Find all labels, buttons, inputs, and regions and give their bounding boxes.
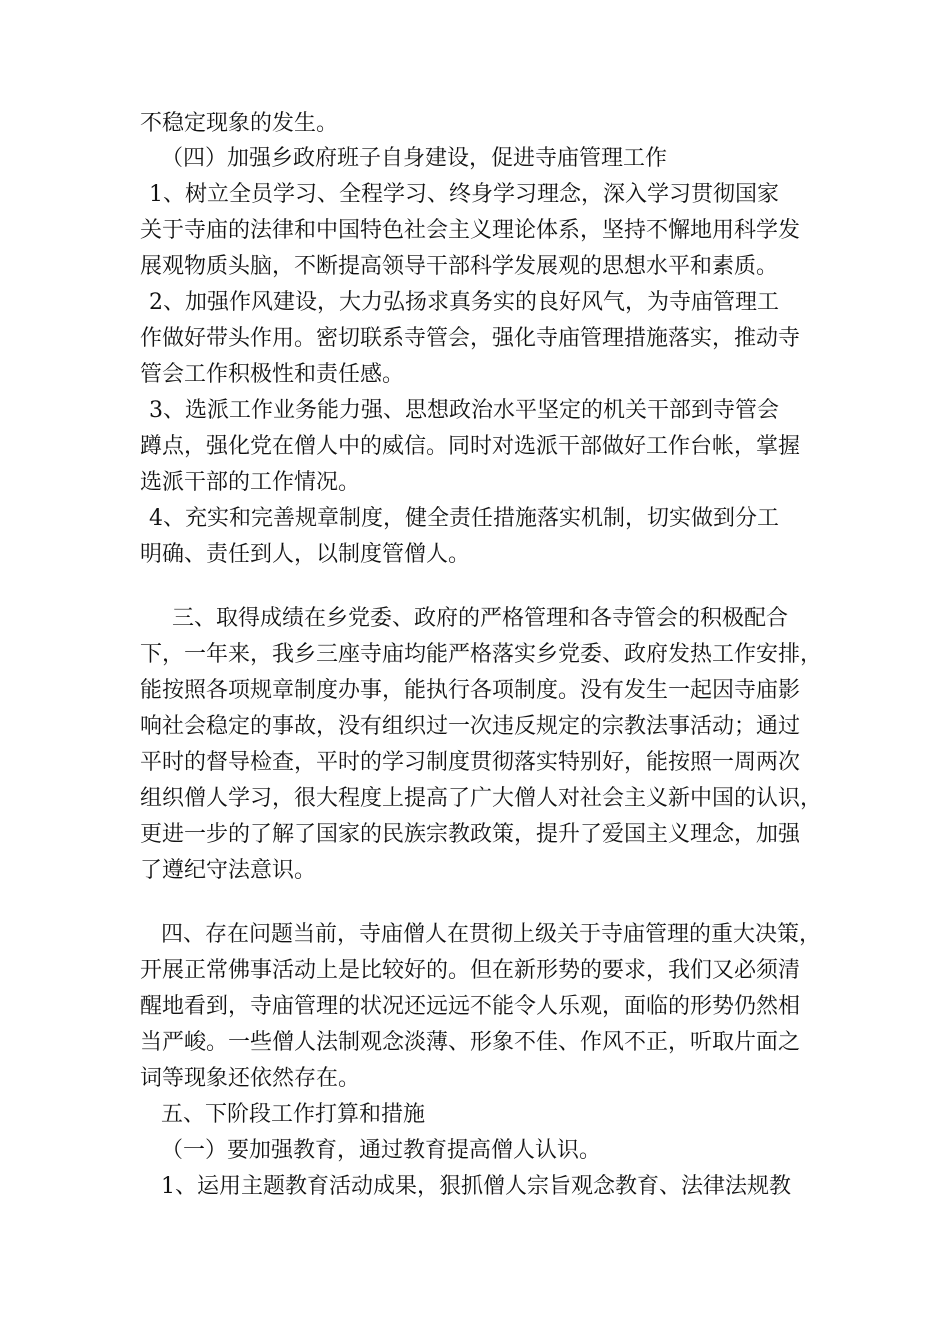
section-heading-3: 三、取得成绩在乡党委、政府的严格管理和各寺管会的积极配合 xyxy=(172,606,789,631)
text-line: 4、充实和完善规章制度，健全责任措施落实机制，切实做到分工 xyxy=(149,506,779,531)
text-line: 不稳定现象的发生。 xyxy=(140,111,339,136)
text-line: 明确、责任到人，以制度管僧人。 xyxy=(140,542,471,567)
text-line: 响社会稳定的事故，没有组织过一次违反规定的宗教法事活动；通过 xyxy=(140,714,801,739)
text-line: 管会工作积极性和责任感。 xyxy=(140,362,405,387)
text-line: 作做好带头作用。密切联系寺管会，强化寺庙管理措施落实，推动寺 xyxy=(140,326,801,351)
text-line: 2、加强作风建设，大力弘扬求真务实的良好风气，为寺庙管理工 xyxy=(149,290,779,315)
text-line: 蹲点，强化党在僧人中的威信。同时对选派干部做好工作台帐，掌握 xyxy=(140,434,801,459)
text-line: 能按照各项规章制度办事，能执行各项制度。没有发生一起因寺庙影 xyxy=(140,678,801,703)
text-line: 选派干部的工作情况。 xyxy=(140,470,361,495)
text-line: 展观物质头脑，不断提高领导干部科学发展观的思想水平和素质。 xyxy=(140,254,779,279)
text-line: 3、选派工作业务能力强、思想政治水平坚定的机关干部到寺管会 xyxy=(149,398,779,423)
text-line: 当严峻。一些僧人法制观念淡薄、形象不佳、作风不正，听取片面之 xyxy=(140,1030,801,1055)
text-line: 下，一年来，我乡三座寺庙均能严格落实乡党委、政府发热工作安排， xyxy=(140,642,823,667)
section-heading-4-issues: 四、存在问题当前，寺庙僧人在贯彻上级关于寺庙管理的重大决策， xyxy=(161,922,822,947)
text-line: 平时的督导检查，平时的学习制度贯彻落实特别好，能按照一周两次 xyxy=(140,750,801,775)
text-line: 了遵纪守法意识。 xyxy=(140,858,317,883)
text-line: 关于寺庙的法律和中国特色社会主义理论体系，坚持不懈地用科学发 xyxy=(140,218,801,243)
text-line: 1、运用主题教育活动成果，狠抓僧人宗旨观念教育、法律法规教 xyxy=(161,1174,791,1199)
text-line: 组织僧人学习，很大程度上提高了广大僧人对社会主义新中国的认识， xyxy=(140,786,823,811)
text-line: 1、树立全员学习、全程学习、终身学习理念，深入学习贯彻国家 xyxy=(149,182,779,207)
text-line: 更进一步的了解了国家的民族宗教政策，提升了爱国主义理念，加强 xyxy=(140,822,801,847)
text-line: 开展正常佛事活动上是比较好的。但在新形势的要求，我们又必须清 xyxy=(140,958,801,983)
text-line: 词等现象还依然存在。 xyxy=(140,1066,361,1091)
section-heading-5: 五、下阶段工作打算和措施 xyxy=(161,1102,426,1127)
subsection-heading-1: （一）要加强教育，通过教育提高僧人认识。 xyxy=(161,1138,602,1163)
section-heading-4: （四）加强乡政府班子自身建设，促进寺庙管理工作 xyxy=(161,146,668,171)
text-line: 醒地看到，寺庙管理的状况还远远不能令人乐观，面临的形势仍然相 xyxy=(140,994,801,1019)
